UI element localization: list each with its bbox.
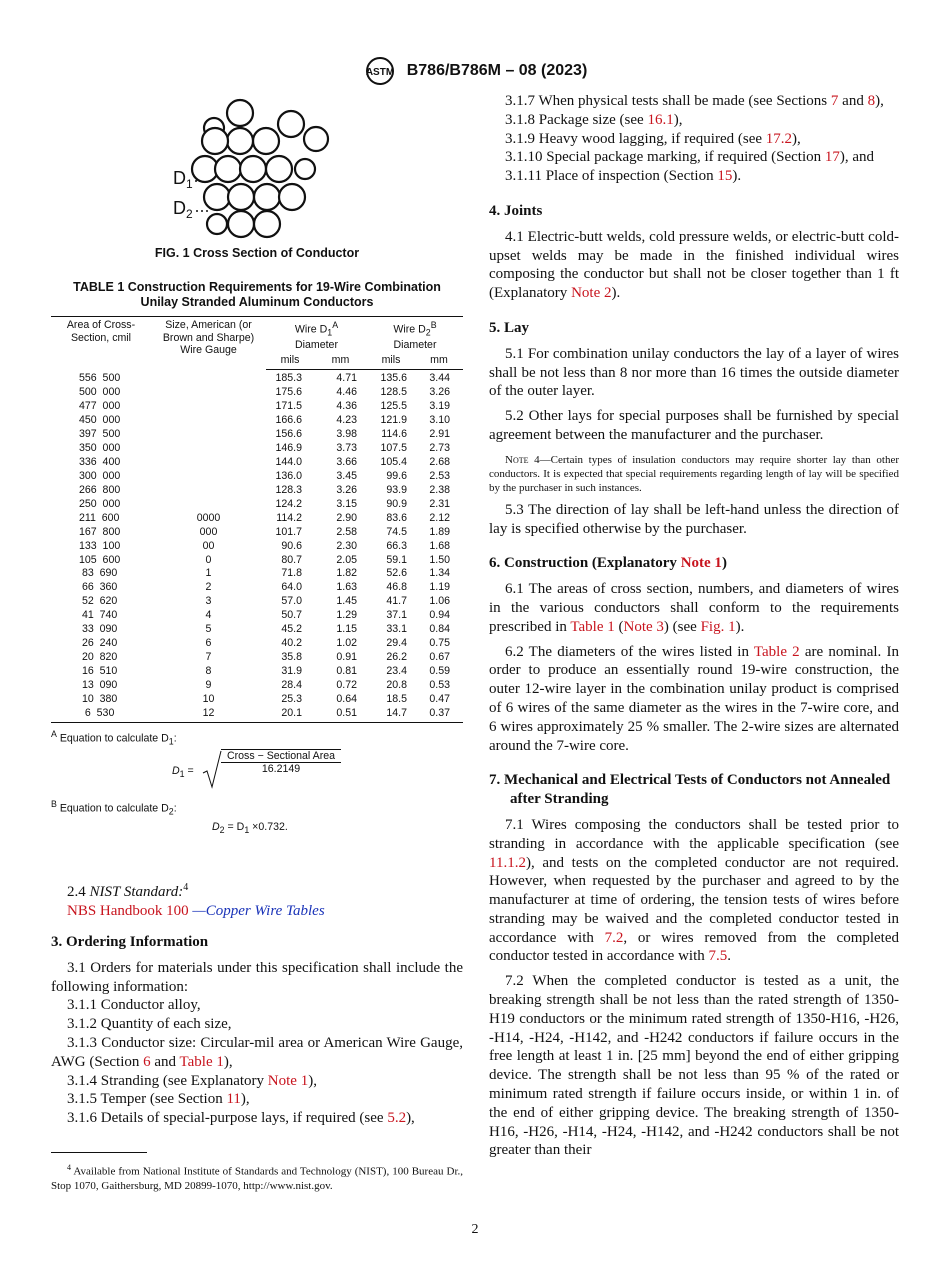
table-cell: 175.6: [275, 386, 302, 399]
table-cell: 2.12: [429, 511, 450, 524]
header-mils: mils: [266, 352, 314, 370]
eq1-denominator: 16.2149: [221, 762, 341, 775]
table-cell: 18.5: [386, 693, 407, 706]
table-footnote-a: $^A$ Equation to calculate $D_1$:: [51, 728, 177, 747]
table-cell: 13 090: [79, 679, 118, 692]
table-row: [51, 540, 463, 554]
table-row: [51, 400, 463, 414]
wire-circle: [215, 156, 241, 182]
table-cell: 64.0: [281, 581, 302, 594]
figure-1: [51, 96, 463, 264]
table-cell: 52.6: [386, 567, 407, 580]
table-row: [51, 414, 463, 428]
table-cell: 121.9: [380, 414, 407, 426]
table-cell: 266 800: [79, 483, 121, 496]
table-cell: 556 500: [79, 371, 121, 384]
table-cell: 3: [205, 595, 212, 608]
table-cell: 50.7: [281, 609, 302, 622]
table-cell: 0000: [196, 511, 221, 524]
table-cell: 28.4: [281, 679, 302, 692]
table-cell: 33 090: [79, 623, 118, 636]
table-cell: 9: [205, 679, 212, 692]
table-cell: 1.06: [429, 595, 450, 608]
table-cell: 3.26: [336, 483, 357, 496]
table-cell: 0.51: [314, 707, 367, 722]
table-cell: 2.73: [429, 441, 450, 454]
wire-circle: [202, 128, 228, 154]
table-cell: 2.53: [429, 469, 450, 482]
table-cell: 45.2: [281, 623, 302, 636]
table-cell: 144.0: [275, 455, 302, 468]
table-cell: 8: [205, 665, 212, 678]
table-cell: 10: [202, 693, 215, 706]
table-cell: 83 690: [79, 567, 118, 580]
table-cell: 6: [205, 637, 212, 650]
table-cell: 4: [205, 609, 212, 622]
table-cell: [151, 428, 266, 442]
ref-16-1[interactable]: 16.1: [647, 111, 674, 128]
d1-label: D: [173, 168, 186, 188]
table-cell: 3.73: [336, 441, 357, 454]
d2-label: D: [173, 198, 186, 218]
ref-section-11[interactable]: 11: [226, 1091, 241, 1108]
note-4: Note 4—Certain types of insulation conductors may require shorter lay than other conductors. It is expected that special requirements regarding length of lay will be specified by the purchaser in such instances.: [489, 453, 899, 494]
table-cell: 57.0: [281, 595, 302, 608]
ref-note-3[interactable]: Note 3: [623, 618, 664, 635]
table-cell: 2.38: [429, 483, 450, 496]
wire-circle: [254, 211, 280, 237]
table-row: [51, 370, 463, 386]
table-cell: 1.19: [429, 581, 450, 594]
table-cell: [151, 498, 266, 512]
table-cell: 101.7: [275, 525, 302, 538]
table-cell: 59.1: [386, 553, 407, 566]
table-cell: 20.1: [266, 707, 314, 722]
table-cell: 0.94: [429, 609, 450, 622]
wire-circle: [228, 211, 254, 237]
table-cell: 3.26: [429, 386, 450, 399]
wire-circle: [295, 159, 315, 179]
svg-text:D1: $D_1$: [173, 168, 193, 191]
table-cell: 0.91: [336, 651, 357, 664]
table-cell: 23.4: [386, 665, 407, 678]
header-wire-d1: Wire $D_1^A$ Diameter: [266, 317, 367, 352]
table-cell: 135.6: [380, 372, 407, 385]
table-row: [51, 554, 463, 568]
table-cell: 397 500: [79, 427, 121, 440]
table-row: [51, 484, 463, 498]
table-cell: 3.44: [429, 372, 450, 385]
table-cell: 7: [205, 651, 212, 664]
table-cell: 2.90: [336, 511, 357, 524]
table-cell: 0.72: [336, 679, 357, 692]
ref-table-2[interactable]: Table 2: [753, 643, 800, 660]
table-cell: 99.6: [386, 469, 407, 482]
svg-text:D2: $D_2$: [173, 198, 193, 221]
table-cell: 114.2: [276, 511, 302, 524]
wire-circle: [278, 111, 304, 137]
table-cell: 1.15: [336, 623, 357, 636]
table-cell: 2.91: [429, 427, 450, 440]
section-4-heading: 4. Joints: [489, 202, 543, 219]
table-cell: 20 820: [79, 651, 118, 664]
table-cell: 3.15: [336, 497, 357, 510]
header-mm: mm: [314, 352, 367, 370]
table-cell: 136.0: [275, 469, 302, 482]
eq1-numerator: Cross − Sectional Area: [226, 749, 336, 762]
table-cell: 1.82: [336, 567, 357, 580]
table-cell: 124.2: [275, 497, 302, 510]
table-cell: 114.6: [381, 427, 407, 440]
table-cell: 167 800: [79, 525, 121, 538]
wire-circle: [228, 184, 254, 210]
table-cell: 3.19: [429, 400, 450, 413]
equation-1: $D_1$ = Cross − Sectional Area 16.2149: [51, 747, 463, 791]
wire-circle: [227, 128, 253, 154]
section-6-heading: 6. Construction (Explanatory Note 1): [489, 555, 727, 572]
table-cell: 74.5: [386, 525, 407, 538]
table-cell: 1.02: [336, 637, 357, 650]
table-cell: 105.4: [380, 455, 407, 468]
table-cell: 33.1: [386, 623, 407, 636]
table-cell: [151, 400, 266, 414]
table-cell: 3.45: [336, 469, 357, 482]
table-row: [51, 456, 463, 470]
table-row: [51, 609, 463, 623]
table-cell: 4.23: [336, 414, 357, 426]
table-cell: 450 000: [79, 414, 121, 426]
table-cell: [151, 414, 266, 428]
table-row: [51, 665, 463, 679]
table-cell: 211 600: [79, 511, 120, 524]
section-3-heading: 3. Ordering Information: [51, 933, 209, 950]
table-cell: 46.8: [386, 581, 407, 594]
table-cell: 185.3: [275, 372, 302, 385]
wire-circle: [204, 184, 230, 210]
table-cell: 37.1: [386, 609, 407, 622]
table-row: [51, 651, 463, 665]
table-cell: 133 100: [79, 539, 121, 552]
table-cell: 171.5: [275, 400, 302, 413]
table-cell: [151, 456, 266, 470]
figure-caption: FIG. 1 Cross Section of Conductor: [154, 246, 360, 260]
table-cell: 90.9: [386, 497, 407, 510]
table-cell: 83.6: [386, 511, 407, 524]
ref-section-6[interactable]: 6: [143, 1053, 151, 1070]
wire-circle: [304, 127, 328, 151]
table-cell: 350 000: [79, 441, 121, 454]
table-cell: 107.5: [380, 441, 407, 454]
wire-circle: [266, 156, 292, 182]
table-cell: 2.68: [429, 455, 450, 468]
table-cell: 336 400: [79, 455, 121, 468]
table-cell: 10 380: [79, 693, 118, 706]
table-cell: 41 740: [79, 609, 118, 622]
table-cell: 4.71: [336, 372, 357, 385]
astm-logo-icon: [363, 56, 397, 86]
table-cell: 1.89: [429, 525, 450, 538]
table-row: [51, 470, 463, 484]
table-cell: 128.5: [380, 386, 407, 399]
table-cell: 300 000: [79, 469, 121, 482]
left-column: [51, 96, 463, 1128]
table-row: [51, 428, 463, 442]
table-cell: 0.37: [415, 707, 463, 722]
table-cell: 29.4: [386, 637, 407, 650]
ref-section-7[interactable]: 7: [830, 93, 839, 109]
table-cell: 250 000: [79, 497, 121, 510]
table-row: [51, 526, 463, 540]
table-row: [51, 595, 463, 609]
ref-table-1-b[interactable]: Table 1: [570, 618, 615, 635]
table-cell: 105 600: [79, 553, 121, 566]
equation-2: $D_2 = D_1 \times 0.732$.: [212, 821, 288, 836]
table-cell: 00: [202, 539, 215, 552]
table-caption: TABLE 1 Construction Requirements for 19-Wire Combination Unilay Stranded Aluminum Conductors: [73, 280, 441, 309]
table-cell: 66.3: [386, 539, 407, 552]
wire-circle: [227, 100, 253, 126]
table-cell: 125.5: [380, 400, 407, 413]
table-row: [51, 567, 463, 581]
header-size: Size, American (or Brown and Sharpe) Wire Gauge: [151, 317, 266, 370]
table-cell: 2: [205, 581, 212, 594]
table-cell: 4.36: [336, 400, 357, 413]
table-cell: 500 000: [79, 386, 121, 399]
ref-section-15[interactable]: 15: [717, 168, 733, 185]
table-cell: 93.9: [386, 483, 407, 496]
table-cell: 35.8: [281, 651, 302, 664]
table-row: [51, 693, 463, 707]
ref-17-2[interactable]: 17.2: [765, 130, 793, 147]
ref-section-17[interactable]: 17: [824, 149, 840, 166]
wire-circle: [253, 128, 279, 154]
table-cell: [151, 386, 266, 400]
table-cell: 2.58: [336, 525, 357, 538]
table-cell: 1: [205, 567, 212, 580]
nbs-handbook-link[interactable]: NBS Handbook 100: [67, 903, 189, 920]
table-cell: 1.45: [336, 595, 357, 608]
ref-11-1-2[interactable]: 11.1.2: [489, 854, 526, 871]
table-body: [51, 370, 463, 723]
table-cell: [151, 370, 266, 386]
table-cell: 31.9: [281, 665, 302, 678]
table-cell: 166.6: [275, 414, 302, 426]
right-column: 3.1.7 When physical tests shall be made (see Sections 7 and 8), 3.1.8 Package size (see 16.1), 3.1.9 Heavy wood lagging, if required (see 17.2), 3.1.10 Special package marking, if required (Section 17), and 3.1.11 Place of inspection (Section 15). 4. Joints 4.1 Electric-butt welds, cold pressure welds, or electric-butt cold-upset welds may be made in the finished individual wires composing the conductor but shall not be closer together than 1 ft (Explanatory Note 2). 5. Lay 5.1 For combination unilay conductors the lay of a layer of wires shall be not less than 8 nor more than 16 times the outside diameter of the outer layer. 5.2 Other lays for special purposes shall be furnished by special agreement between the manufacturer and the purchaser. Note 4—Certain types of insulation conductors may require shorter lay than other conductors. It is expected that special requirements regarding length of lay will be specified by the purchaser in such instances. 5.3 The direction of lay shall be left-hand unless the direction of lay is specified otherwise by the purchaser. 6. Construction (Explanatory Note 1) 6.1 The areas of cross section, numbers, and diameters of wires in the various conductors shall conform to the requirements prescribed in Table 1 (Note 3) (see Fig. 1). 6.2 The diameters of the wires listed in Table 2 are nominal. In order to produce an essentially round 19-wire construction, the outer 12-wire layer in the combination unilay product is comprised of 6 wires of the same diameter as the wires in the 7-wire core, and 6 wires approximately 25 % smaller. The 2-wire sizes are alternated around the 7-wire core. 7. Mechanical and Electrical Tests of Conductors not Annealed after Stranding 7.1 Wires composing the conductors shall be tested prior to stranding in accordance with the applicable specification (see 11.1.2), and tests on the completed conductor are not required. However, when requested by the purchaser and agreed to by the manufacturer at time of ordering, the tension tests of wires before stranding may be waived and the completed conductor tested in accordance with 7.2, or wires removed from the completed conductor tested in accordance with 7.5. 7.2 When the completed conductor is tested as a unit, the breaking strength shall be not less than the rated strength of 1350-H19 conductors or the minimum rated strength of 1350-H16, -H26, -H14, -H24, -H142, and -H242 conductors if failure occurs in the free length at least 1 in. [25 mm] beyond the end of either gripping device. The strength shall be not less than 95 % of the rated or minimum rated strength if failure occurs inside, or within 1 in. of the end of either gripping device. The breaking strength of 1350-H16, -H26, -H14, -H24, -H142, and -H242 conductors shall be not greater than their: [489, 93, 900, 1159]
table-cell: [151, 484, 266, 498]
table-row: [51, 637, 463, 651]
table-cell: 2.31: [429, 497, 450, 510]
svg-text:ASTM: ASTM: [365, 67, 394, 78]
table-cell: 0.75: [429, 637, 450, 650]
ref-note-1-heading[interactable]: Note 1: [680, 555, 722, 572]
table-cell: 128.3: [275, 483, 302, 496]
table-cell: 0.67: [429, 651, 450, 664]
table-cell: 1.68: [429, 539, 450, 552]
table-cell: 0.59: [429, 665, 450, 678]
ref-7-2[interactable]: 7.2: [604, 929, 624, 946]
table-cell: [151, 470, 266, 484]
table-footnote-b: $^B$ Equation to calculate $D_2$:: [51, 798, 177, 817]
header-wire-d2: Wire $D_2^B$ Diameter: [367, 317, 463, 352]
table-cell: 000: [199, 525, 218, 538]
section-2-4: 2.4 NIST Standard:$^4$ NBS Handbook 100 —Copper Wire Tables: [67, 882, 325, 920]
header-area: Area of Cross-Section, cmil: [51, 317, 151, 370]
ref-note-1[interactable]: Note 1: [267, 1072, 309, 1089]
table-cell: 1.63: [336, 581, 357, 594]
document-title: B786/B786M – 08 (2023): [406, 62, 588, 79]
table-row: [51, 679, 463, 693]
header-mils: mils: [367, 352, 415, 370]
footnote-divider: [51, 1152, 147, 1153]
table-cell: 3.98: [336, 427, 357, 440]
table-1: [51, 316, 463, 723]
ref-fig-1[interactable]: Fig. 1: [700, 618, 736, 635]
table-row: [51, 498, 463, 512]
table-cell: 2.30: [336, 539, 357, 552]
table-cell: 52 620: [79, 595, 118, 608]
table-cell: 477 000: [79, 400, 121, 413]
table-row: [51, 707, 463, 722]
wire-circle: [240, 156, 266, 182]
table-cell: 0.84: [429, 623, 450, 636]
wire-circle: [279, 184, 305, 210]
table-cell: 20.8: [386, 679, 407, 692]
table-cell: 80.7: [281, 553, 302, 566]
table-cell: 1.50: [429, 553, 450, 566]
table-cell: 1.34: [429, 567, 450, 580]
copper-wire-tables-link[interactable]: —Copper Wire Tables: [188, 903, 325, 920]
table-cell: 2.05: [336, 553, 357, 566]
table-cell: 26 240: [79, 637, 118, 650]
table-cell: 1.29: [336, 609, 357, 622]
table-cell: 71.8: [281, 567, 302, 580]
section-5-heading: 5. Lay: [489, 319, 530, 336]
table-cell: 146.9: [275, 441, 302, 454]
table-cell: 41.7: [386, 595, 407, 608]
table-cell: 5: [205, 623, 212, 636]
header-mm: mm: [415, 352, 463, 370]
table-cell: 14.7: [367, 707, 415, 722]
section-3: 3. Ordering Information 3.1 Orders for materials under this specification shall include the following information: 3.1.1 Conductor alloy, 3.1.2 Quantity of each size, 3.1.3 Conductor size: Circular-mil area or American Wire Gauge, AWG (Section 6 and Table 1), 3.1.4 Stranding (see Explanatory Note 1), 3.1.5 Temper (see Section 11), 3.1.6 Details of special-purpose lays, if required (see 5.2),: [51, 933, 463, 1127]
table-cell: 3.10: [429, 414, 450, 426]
table-row: [51, 442, 463, 456]
conductor-cross-section: [51, 96, 463, 264]
page-number: 2: [471, 1222, 479, 1237]
table-cell: 40.2: [281, 637, 302, 650]
wire-circle: [254, 184, 280, 210]
table-cell: [151, 442, 266, 456]
table-cell: 12: [151, 707, 266, 722]
table-row: [51, 512, 463, 526]
page-header: [0, 56, 950, 86]
table-cell: 90.6: [281, 539, 302, 552]
table-cell: 0.64: [336, 693, 357, 706]
table-row: [51, 623, 463, 637]
table-row: [51, 386, 463, 400]
table-cell: 0.81: [336, 665, 357, 678]
table-cell: 16 510: [79, 665, 118, 678]
table-cell: 3.66: [336, 455, 357, 468]
table-cell: 156.6: [275, 427, 302, 440]
table-row: [51, 581, 463, 595]
table-cell: 0.47: [429, 693, 450, 706]
footnote-4: $^4$ Available from National Institute of Standards and Technology (NIST), 100 Bureau Dr., Stop 1070, Gaithersburg, MD 20899-1070, http://www.nist.gov.: [51, 1163, 463, 1193]
ref-section-8[interactable]: 8: [867, 93, 876, 109]
table-cell: 0.53: [429, 679, 450, 692]
ref-7-5[interactable]: 7.5: [708, 948, 728, 965]
ref-5-2[interactable]: 5.2: [387, 1110, 407, 1127]
table-cell: 4.46: [336, 386, 357, 399]
ref-table-1[interactable]: Table 1: [179, 1053, 224, 1070]
table-cell: 0: [205, 553, 212, 566]
table-cell: 66 360: [79, 581, 118, 594]
table-cell: 25.3: [281, 693, 302, 706]
wire-circle: [207, 214, 227, 234]
table-cell: 26.2: [386, 651, 407, 664]
table-cell: 6 530: [51, 707, 151, 722]
ref-note-2[interactable]: Note 2: [571, 285, 612, 302]
section-7-heading: 7. Mechanical and Electrical Tests of Conductors not Annealed after Stranding: [489, 772, 891, 808]
